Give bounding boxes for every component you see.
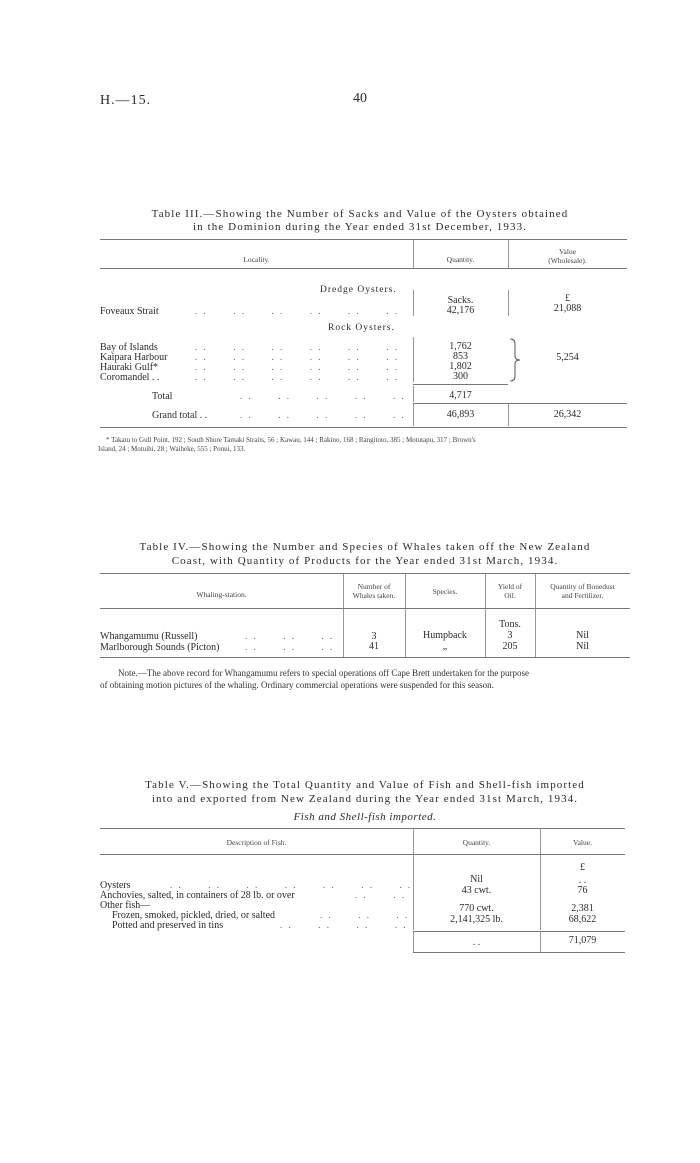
table3-unit-sacks: Sacks. [447,295,474,306]
table5-row-4-label: Potted and preserved in tins [112,920,224,931]
table3-title-line1: Table III.—Showing the Number of Sacks and Value of the Oysters obtained [151,208,569,220]
table3-total-label: Total [152,391,173,402]
table3-rock-row-1-label: Kaipara Harbour [100,352,168,363]
table3-body-divider-2d [508,404,509,426]
table5-leader-dots: . . . . . . . . [280,920,408,930]
table3-leader-dots: . . . . . . . . . . [240,391,406,401]
table4-leader-dots: . . . . . . [245,631,335,641]
table3-footnote-line2: Island, 24 ; Motuihi, 28 ; Waiheke, 555 ; Ponui, 133. [98,445,246,453]
page-reference: H.—15. [100,93,152,108]
table3-unit-pound: £ [565,293,570,304]
table3-foveaux-value: 21,088 [553,303,582,314]
table3-rock-row-3-qty: 300 [453,371,468,382]
table5-row-1-label: Anchovies, salted, in containers of 28 lb. or over [100,890,295,901]
table4-title-line2: Coast, with Quantity of Products for the Year ended 31st March, 1934. [171,555,559,567]
table4-row-1-oil: 205 [502,641,518,652]
table3-section-rock: Rock Oysters. [328,323,395,333]
table4-row-0-number: 3 [371,631,377,642]
table4-row-1-station: Marlborough Sounds (Picton) [100,642,220,653]
table3-leader-dots: . . . . . . . . . . . . [195,362,399,372]
table4-col-yield-line1: Yield of [497,582,523,591]
table3-grand-label: Grand total . . [152,410,208,421]
table5-row-3-label: Frozen, smoked, pickled, dried, or salted [112,910,276,921]
table5-row-0-label: Oysters [100,880,131,891]
table5-row-3-qty: 770 cwt. [459,903,494,914]
table3-rock-row-0-qty: 1,762 [449,341,472,352]
table3-leader-dots: . . . . . . . . . . [240,410,406,420]
table5-bottom-rule [413,952,625,953]
table3-leader-dots: . . . . . . . . . . . . [195,372,399,382]
table5-total-rule [413,931,625,932]
table5-title-line2: into and exported from New Zealand during the Year ended 31st March, 1934. [151,793,579,805]
table4-col-species: Species. [432,587,458,596]
table3-foveaux-qty: 42,176 [446,305,475,316]
table3-rock-row-0-label: Bay of Islands [100,342,158,353]
table5-leader-dots: . . . . [355,890,406,900]
table3-leader-dots: . . . . . . . . . . . . [195,306,399,316]
table4-row-0-species: Humpback [423,630,467,641]
table5-col-description: Description of Fish. [226,838,287,847]
table3-total-rule [413,384,508,385]
table3-body-divider-1d [413,404,414,426]
table4-unit-tons: Tons. [499,619,521,630]
table5-row-0-value: . . [578,875,587,886]
table3-col-value-line1: Value [558,247,577,256]
table5-total-value: 71,079 [568,935,597,946]
table3-body-divider-1c [413,386,414,402]
table3-rock-row-2-qty: 1,802 [449,361,472,372]
table5-row-4-value: 68,622 [568,914,597,925]
table3-col-quantity: Quantity. [446,255,475,264]
table5-row-0-qty: Nil [470,874,483,885]
table4-row-0-station: Whangamumu (Russell) [100,631,198,642]
table3-body-divider-1a [413,290,414,316]
table5-col-quantity: Quantity. [462,838,491,847]
table4-row-1-species: „ [442,641,448,652]
table5-unit-pound: £ [580,862,585,873]
table4-top-rule [100,573,630,574]
table3-footnote-line1: * Takatu to Gull Point, 192 ; South Shore Tamaki Straits, 56 ; Kawau, 144 ; Rakino, 168 ; Rangitoto, 385 ; Motutapu, 317 ; Brown's [106,436,476,444]
table5-row-1-qty: 43 cwt. [461,885,492,896]
table5-row-4-qty: 2,141,325 lb. [450,914,503,925]
table4-row-0-oil: 3 [507,630,513,641]
table3-col-locality: Locality. [243,255,270,264]
table4-note-line1: Note.—The above record for Whangamumu refers to special operations off Cape Brett undertaken for the purpose [118,668,530,678]
table5-row-2-label: Other fish— [100,900,151,911]
table5-leader-dots: . . . . . . . . . . . . . . [170,880,413,890]
table4-note-line2: of obtaining motion pictures of the whaling. Ordinary commercial operations were suspended for this season. [100,680,494,690]
table4-col-station: Whaling-station. [196,590,247,599]
table5-leader-dots: . . . . . . [320,910,410,920]
table3-header-rule [100,268,627,269]
table4-row-1-bonedust: Nil [576,641,589,652]
table5-title-line1: Table V.—Showing the Total Quantity and Value of Fish and Shell-fish imported [145,779,585,791]
table4-bottom-rule [100,657,630,658]
table4-leader-dots: . . . . . . [245,642,335,652]
table5-col-value: Value. [573,838,592,847]
page-number: 40 [353,91,367,106]
table3-leader-dots: . . . . . . . . . . . . [195,352,399,362]
table4-col-number-line1: Number of [357,582,391,591]
table4-row-0-bonedust: Nil [576,630,589,641]
table4-col-bonedust-line2: and Fertilizer. [561,591,604,600]
table3-total-qty: 4,717 [449,390,472,401]
table3-rock-row-1-qty: 853 [453,351,468,362]
table3-rock-row-3-label: Coromandel . . [100,372,160,383]
table3-body-divider-2a [508,290,509,316]
table3-rock-value: 5,254 [556,352,579,363]
table4-title-line1: Table IV.—Showing the Number and Species of Whales taken off the New Zealand [139,541,591,553]
table3-top-rule [100,239,627,240]
table4-header-rule [100,608,630,609]
table5-total-qty: . . [472,937,481,948]
table4-col-bonedust-line1: Quantity of Bonedust [550,582,615,591]
table5-header-rule [100,854,625,855]
table3-grand-qty: 46,893 [446,409,475,420]
table3-leader-dots: . . . . . . . . . . . . [195,342,399,352]
table5-row-1-value: 76 [577,885,588,896]
table3-section-dredge: Dredge Oysters. [320,285,397,295]
table3-grand-rule [413,403,627,404]
table3-rock-row-2-label: Hauraki Gulf* [100,362,159,373]
table3-bottom-rule [100,427,627,428]
table3-title-line2: in the Dominion during the Year ended 31st December, 1933. [192,221,528,233]
table3-grand-value: 26,342 [553,409,582,420]
table5-top-rule [100,828,625,829]
table4-col-yield-line2: Oil. [504,591,516,600]
table4-row-1-number: 41 [369,641,379,652]
table3-col-value-line2: (Wholesale). [548,256,587,265]
table5-row-3-value: 2,381 [571,903,594,914]
table3-foveaux-label: Foveaux Strait [100,306,159,317]
table4-col-number-line2: Whales taken. [352,591,396,600]
table5-subtitle: Fish and Shell-fish imported. [293,811,437,823]
